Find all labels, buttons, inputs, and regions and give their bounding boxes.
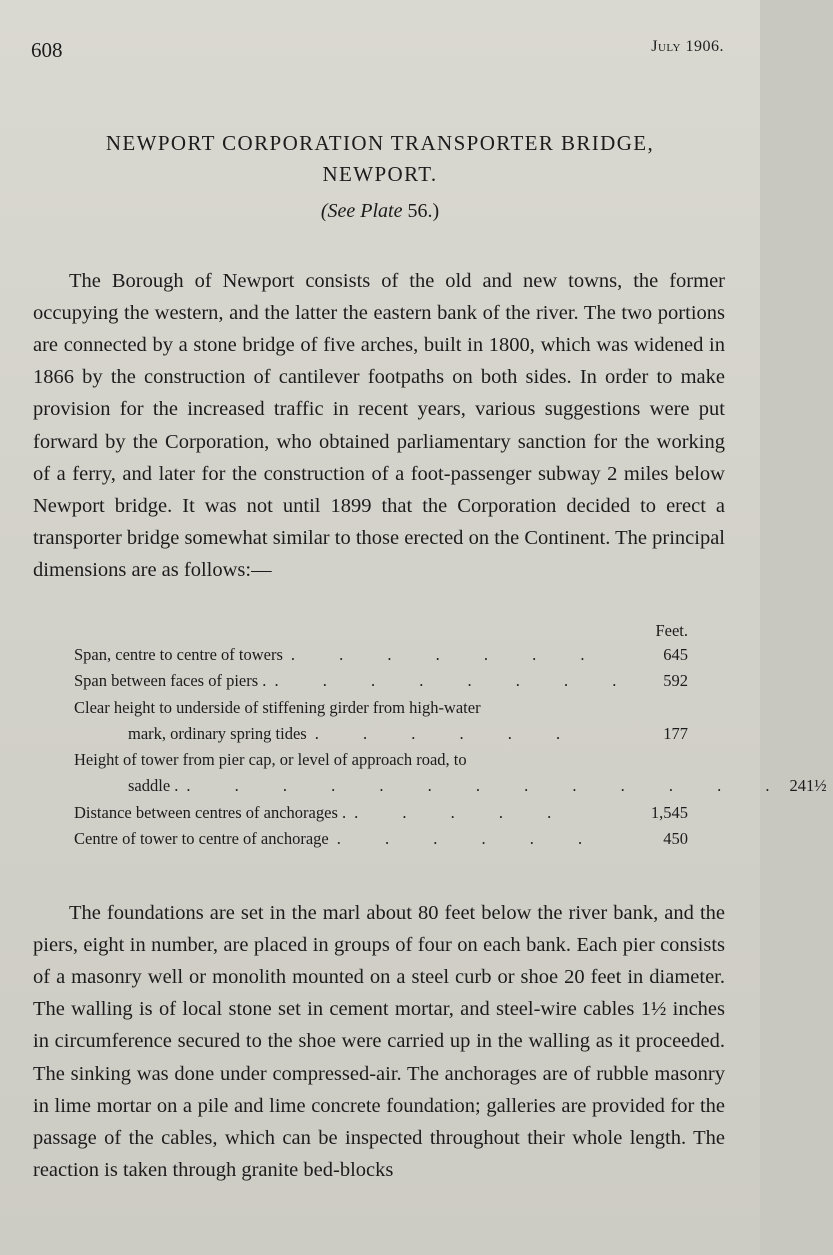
paragraph-intro: The Borough of Newport consists of the old and new towns, the former occupying the western, and the latter the eastern bank of the river. The two portions are connected by a stone bridge of five arches, built in 1800, which was widened in 1866 by the construction of cantilever footpaths on both sides. In order to make provision for the increased traffic in recent years, various suggestions were put forward by the Corporation, who obtained parliamentary sanction for the working of a ferry, and later for the construction of a foot-passenger subway 2 miles below Newport bridge. It was not until 1899 that the Corporation decided to erect a transporter bridge somewhat similar to those erected on the Continent. The principal dimensions are as follows:— bbox=[33, 269, 725, 582]
dimension-row bbox=[74, 773, 827, 799]
dimension-value: 241½ bbox=[789, 776, 827, 796]
dimension-label: Centre of tower to centre of anchorage bbox=[74, 829, 329, 849]
dimension-row bbox=[74, 721, 694, 747]
plate-reference-number: 56.) bbox=[407, 200, 440, 222]
dimension-leader-dots: . . . . . . . bbox=[290, 645, 605, 664]
dimension-label: saddle . bbox=[128, 776, 179, 796]
dimension-leader-dots: . . . . . bbox=[354, 802, 572, 822]
article-title-line-1: NEWPORT CORPORATION TRANSPORTER BRIDGE, bbox=[105, 131, 655, 155]
dimension-row bbox=[74, 747, 694, 773]
dimension-value: 450 bbox=[663, 829, 688, 849]
issue-date: July 1906. bbox=[651, 38, 724, 55]
dimension-label: Clear height to underside of stiffening girder from high-water bbox=[74, 697, 481, 717]
dimension-leader-dots: . . . . . . . . . . . . . bbox=[186, 776, 790, 796]
plate-reference-label: (See Plate bbox=[320, 200, 403, 222]
dimension-leader-dots: . . . . . . bbox=[314, 723, 581, 743]
dimension-row bbox=[74, 668, 694, 694]
page-number: 608 bbox=[31, 38, 63, 62]
dimension-label: mark, ordinary spring tides bbox=[128, 723, 307, 743]
dimension-value: 645 bbox=[663, 645, 688, 664]
dimension-row bbox=[74, 800, 694, 826]
dimension-value: 177 bbox=[663, 723, 688, 743]
dimensions-table bbox=[74, 620, 827, 852]
dimension-label: Span between faces of piers . bbox=[74, 671, 267, 691]
dimension-label: Height of tower from pier cap, or level of approach road, to bbox=[74, 750, 467, 770]
dimensions-unit-header: Feet. bbox=[655, 621, 688, 640]
dimension-row bbox=[74, 642, 694, 668]
dimension-row bbox=[74, 826, 694, 852]
dimension-value: 592 bbox=[663, 671, 688, 691]
article-title bbox=[0, 128, 760, 190]
dimension-leader-dots: . . . . . . bbox=[336, 829, 603, 849]
dimension-row bbox=[74, 695, 694, 721]
plate-reference bbox=[0, 200, 760, 223]
paragraph-foundations: The foundations are set in the marl about 80 feet below the river bank, and the piers, eight in number, are placed in groups of four on each bank. Each pier consists of a masonry well or monolith mounted on a steel curb or shoe 20 feet in diameter. The walling is of local stone set in cement mortar, and steel-wire cables 1½ inches in circumference secured to the shoe were carried up in the walling as it proceeded. The sinking was done under compressed-air. The anchorages are of rubble masonry in lime mortar on a pile and lime concrete foundation; galleries are provided for the passage of the cables, which can be inspected throughout their whole length. The reaction is taken through granite bed-blocks bbox=[33, 901, 725, 1182]
dimension-value: 1,545 bbox=[650, 802, 688, 822]
dimension-leader-dots: . . . . . . . . bbox=[274, 671, 637, 691]
dimension-label: Span, centre to centre of towers bbox=[74, 645, 283, 664]
article-title-line-2: NEWPORT. bbox=[322, 162, 438, 186]
dimension-label: Distance between centres of anchorages . bbox=[74, 802, 347, 822]
